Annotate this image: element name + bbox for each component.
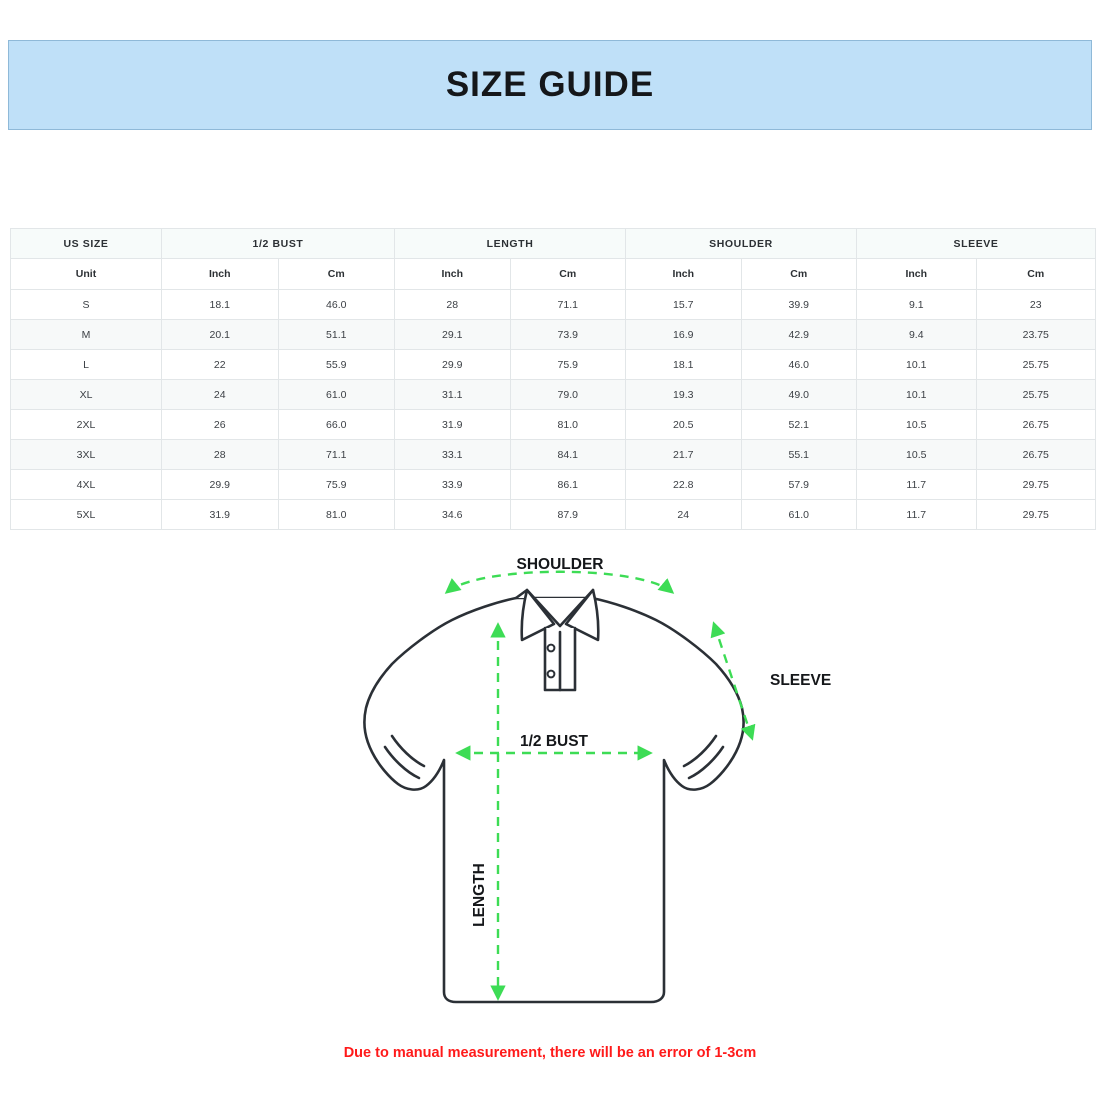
cell-bust-inch: 31.9 bbox=[162, 500, 279, 530]
table-body bbox=[11, 290, 1096, 530]
cell-bust-inch: 29.9 bbox=[162, 470, 279, 500]
measurement-disclaimer: Due to manual measurement, there will be an error of 1-3cm bbox=[343, 1045, 757, 1061]
cell-shoulder-inch: 21.7 bbox=[626, 440, 742, 470]
cell-sleeve-inch: 9.4 bbox=[857, 320, 977, 350]
cell-bust-inch: 22 bbox=[162, 350, 279, 380]
cell-size: XL bbox=[11, 380, 162, 410]
group-header-us-size: US SIZE bbox=[11, 229, 162, 259]
cell-length-inch: 33.1 bbox=[395, 440, 511, 470]
cell-shoulder-cm: 61.0 bbox=[741, 500, 857, 530]
cell-bust-cm: 55.9 bbox=[278, 350, 395, 380]
group-header-shoulder: SHOULDER bbox=[626, 229, 857, 259]
unit-cell: Cm bbox=[741, 259, 857, 290]
group-header-half-bust: 1/2 BUST bbox=[162, 229, 395, 259]
table-row bbox=[11, 440, 1096, 470]
cell-shoulder-cm: 39.9 bbox=[741, 290, 857, 320]
button-icon bbox=[548, 645, 555, 652]
cell-shoulder-cm: 49.0 bbox=[741, 380, 857, 410]
cell-bust-cm: 51.1 bbox=[278, 320, 395, 350]
size-table bbox=[10, 228, 1096, 530]
table-group-header-row bbox=[11, 229, 1096, 259]
cell-sleeve-cm: 23.75 bbox=[976, 320, 1096, 350]
label-shoulder: SHOULDER bbox=[516, 556, 604, 573]
cell-sleeve-inch: 10.1 bbox=[857, 380, 977, 410]
cell-length-cm: 79.0 bbox=[510, 380, 626, 410]
unit-cell: Inch bbox=[857, 259, 977, 290]
cell-length-inch: 29.9 bbox=[395, 350, 511, 380]
cell-bust-cm: 46.0 bbox=[278, 290, 395, 320]
cell-length-inch: 31.9 bbox=[395, 410, 511, 440]
cell-length-inch: 31.1 bbox=[395, 380, 511, 410]
cell-bust-inch: 18.1 bbox=[162, 290, 279, 320]
cell-bust-inch: 24 bbox=[162, 380, 279, 410]
shoulder-arrow bbox=[447, 572, 672, 592]
cell-sleeve-cm: 29.75 bbox=[976, 470, 1096, 500]
cell-sleeve-cm: 25.75 bbox=[976, 380, 1096, 410]
cell-length-cm: 71.1 bbox=[510, 290, 626, 320]
cell-sleeve-cm: 25.75 bbox=[976, 350, 1096, 380]
unit-cell: Unit bbox=[11, 259, 162, 290]
cell-length-cm: 75.9 bbox=[510, 350, 626, 380]
cell-length-cm: 81.0 bbox=[510, 410, 626, 440]
cell-length-inch: 33.9 bbox=[395, 470, 511, 500]
cell-sleeve-cm: 26.75 bbox=[976, 440, 1096, 470]
button-icon bbox=[548, 671, 555, 678]
table-row bbox=[11, 320, 1096, 350]
cell-bust-cm: 66.0 bbox=[278, 410, 395, 440]
cell-length-cm: 86.1 bbox=[510, 470, 626, 500]
polo-shirt-illustration bbox=[364, 590, 743, 1002]
label-length: LENGTH bbox=[471, 863, 488, 927]
cell-bust-cm: 75.9 bbox=[278, 470, 395, 500]
cell-size: 2XL bbox=[11, 410, 162, 440]
cell-size: 3XL bbox=[11, 440, 162, 470]
unit-cell: Cm bbox=[510, 259, 626, 290]
cell-size: 5XL bbox=[11, 500, 162, 530]
unit-cell: Inch bbox=[395, 259, 511, 290]
cell-bust-cm: 61.0 bbox=[278, 380, 395, 410]
cell-bust-inch: 20.1 bbox=[162, 320, 279, 350]
table-row bbox=[11, 290, 1096, 320]
cell-shoulder-cm: 42.9 bbox=[741, 320, 857, 350]
header-banner bbox=[8, 40, 1092, 130]
cell-shoulder-inch: 18.1 bbox=[626, 350, 742, 380]
cell-shoulder-inch: 24 bbox=[626, 500, 742, 530]
cell-bust-cm: 71.1 bbox=[278, 440, 395, 470]
cell-shoulder-cm: 46.0 bbox=[741, 350, 857, 380]
cell-shoulder-inch: 22.8 bbox=[626, 470, 742, 500]
measurement-diagram bbox=[0, 540, 1100, 1030]
cell-sleeve-inch: 11.7 bbox=[857, 500, 977, 530]
cell-length-inch: 34.6 bbox=[395, 500, 511, 530]
size-table-container bbox=[10, 228, 1090, 530]
cell-length-cm: 84.1 bbox=[510, 440, 626, 470]
page-title: SIZE GUIDE bbox=[445, 65, 655, 104]
table-row bbox=[11, 500, 1096, 530]
cell-sleeve-inch: 10.5 bbox=[857, 440, 977, 470]
cell-shoulder-inch: 16.9 bbox=[626, 320, 742, 350]
unit-cell: Cm bbox=[976, 259, 1096, 290]
cell-length-inch: 29.1 bbox=[395, 320, 511, 350]
cell-shoulder-cm: 55.1 bbox=[741, 440, 857, 470]
cell-sleeve-cm: 23 bbox=[976, 290, 1096, 320]
group-header-length: LENGTH bbox=[395, 229, 626, 259]
cell-length-cm: 87.9 bbox=[510, 500, 626, 530]
table-row bbox=[11, 410, 1096, 440]
cell-size: L bbox=[11, 350, 162, 380]
cell-shoulder-cm: 57.9 bbox=[741, 470, 857, 500]
cell-bust-inch: 28 bbox=[162, 440, 279, 470]
cell-shoulder-cm: 52.1 bbox=[741, 410, 857, 440]
table-unit-row bbox=[11, 259, 1096, 290]
cell-length-cm: 73.9 bbox=[510, 320, 626, 350]
unit-cell: Inch bbox=[626, 259, 742, 290]
cell-length-inch: 28 bbox=[395, 290, 511, 320]
cell-sleeve-inch: 10.1 bbox=[857, 350, 977, 380]
table-row bbox=[11, 350, 1096, 380]
cell-sleeve-cm: 29.75 bbox=[976, 500, 1096, 530]
cell-sleeve-inch: 11.7 bbox=[857, 470, 977, 500]
group-header-sleeve: SLEEVE bbox=[857, 229, 1096, 259]
unit-cell: Inch bbox=[162, 259, 279, 290]
cell-size: M bbox=[11, 320, 162, 350]
cell-sleeve-inch: 9.1 bbox=[857, 290, 977, 320]
cell-shoulder-inch: 19.3 bbox=[626, 380, 742, 410]
cell-bust-inch: 26 bbox=[162, 410, 279, 440]
table-row bbox=[11, 470, 1096, 500]
table-row bbox=[11, 380, 1096, 410]
cell-size: S bbox=[11, 290, 162, 320]
cell-shoulder-inch: 15.7 bbox=[626, 290, 742, 320]
table-head bbox=[11, 229, 1096, 290]
label-half-bust: 1/2 BUST bbox=[519, 733, 589, 750]
unit-cell: Cm bbox=[278, 259, 395, 290]
cell-size: 4XL bbox=[11, 470, 162, 500]
label-sleeve: SLEEVE bbox=[770, 672, 832, 689]
cell-sleeve-inch: 10.5 bbox=[857, 410, 977, 440]
cell-shoulder-inch: 20.5 bbox=[626, 410, 742, 440]
cell-sleeve-cm: 26.75 bbox=[976, 410, 1096, 440]
cell-bust-cm: 81.0 bbox=[278, 500, 395, 530]
